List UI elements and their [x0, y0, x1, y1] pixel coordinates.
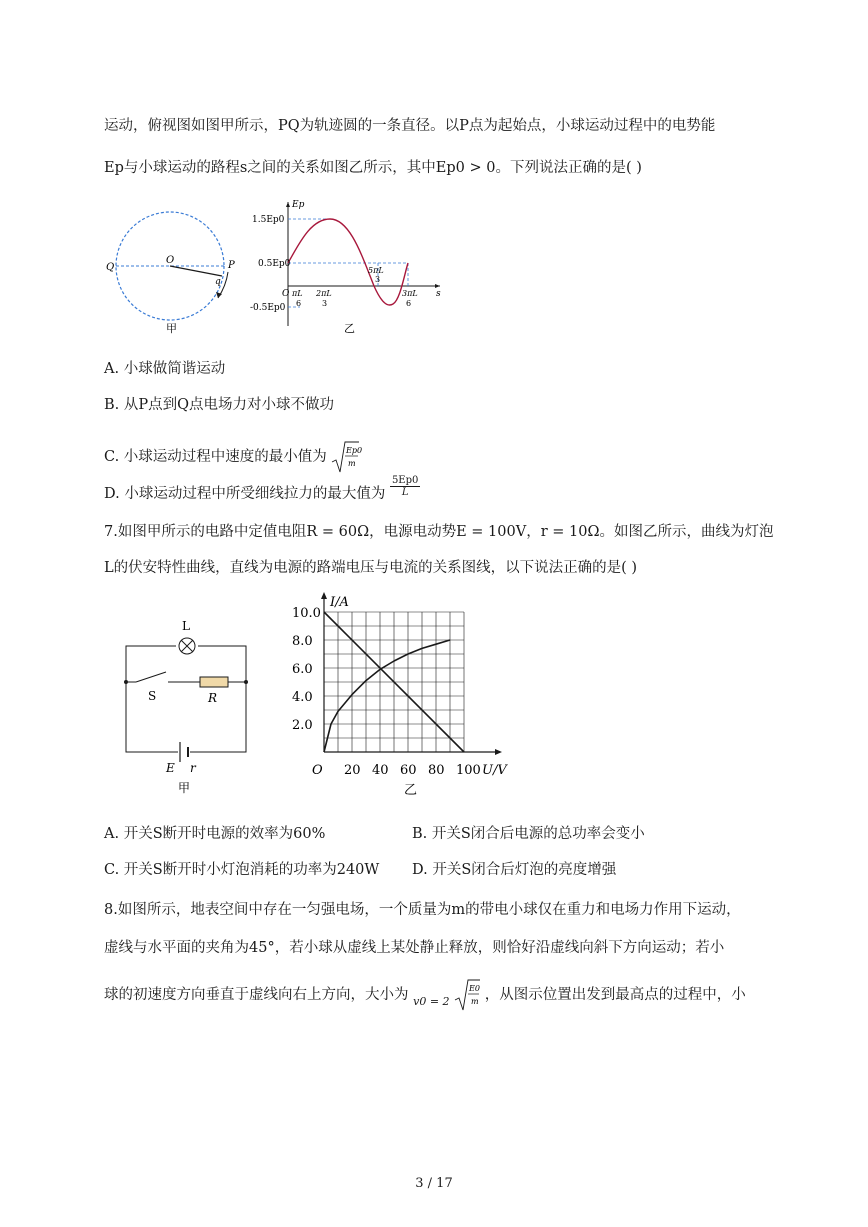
- q6-option-b[interactable]: B. 从P点到Q点电场力对小球不做功: [104, 397, 335, 413]
- label-o: O: [166, 255, 175, 266]
- optd-fraction: [390, 475, 420, 498]
- resistor-label: R: [208, 691, 218, 705]
- axis-ep: Ep: [292, 200, 305, 210]
- xtick-3-den: 3: [375, 275, 381, 284]
- chart-ylabel: I/A: [330, 595, 349, 610]
- q7-text-line2: L的伏安特性曲线，直线为电源的路端电压与电流的关系图线，以下说法正确的是( ): [104, 560, 638, 576]
- q8-text-line1: 8.如图所示，地表空间中存在一匀强电场，一个质量为m的带电小球仅在重力和电场力作用下运动，: [104, 902, 741, 918]
- x-tick-label: 60: [400, 763, 417, 778]
- xtick-1-den: 6: [296, 299, 302, 308]
- internal-r-label: r: [190, 761, 196, 775]
- q6-option-d[interactable]: [104, 474, 420, 506]
- optc-den: m: [348, 459, 356, 468]
- xtick-3-num: 5πL: [368, 266, 384, 275]
- x-tick-label: 80: [428, 763, 445, 778]
- q6-text-line2: Ep与小球运动的路程s之间的关系如图乙所示，其中Ep0 > 0。下列说法正确的是( ): [104, 160, 642, 176]
- x-axis-arrow: [495, 749, 502, 755]
- q7-option-d[interactable]: D. 开关S闭合后灯泡的亮度增强: [412, 862, 617, 878]
- y-tick-label: 2.0: [292, 718, 313, 733]
- circular-orbit-diagram: [104, 206, 244, 336]
- q6-option-d-text: D. 小球运动过程中所受细线拉力的最大值为: [104, 486, 386, 502]
- chart-caption: 乙: [404, 783, 418, 798]
- q6-option-c-text: C. 小球运动过程中速度的最小值为: [104, 449, 327, 465]
- optd-den: L: [401, 486, 409, 498]
- lamp-label: L: [182, 619, 190, 633]
- q7-option-a[interactable]: A. 开关S断开时电源的效率为60%: [104, 826, 326, 842]
- v0-expr: v0 = 2: [413, 995, 450, 1008]
- label-q-small: q: [215, 277, 221, 287]
- x-tick-label: 100: [456, 763, 481, 778]
- y-axis-arrow: [321, 592, 327, 599]
- caption-jia-7: 甲: [178, 781, 191, 795]
- q7-text-line1: 7.如图甲所示的电路中定值电阻R = 60Ω，电源电动势E = 100V，r = 10Ω。如图乙所示，曲线为灯泡: [104, 524, 774, 540]
- optd-num: 5Ep0: [391, 474, 419, 486]
- q8-line3-b: ，从图示位置出发到最高点的过程中，小: [484, 987, 746, 1003]
- xtick-4-den: 6: [406, 299, 412, 308]
- q6-option-a[interactable]: A. 小球做简谐运动: [104, 361, 226, 377]
- q6-option-c[interactable]: [104, 440, 363, 474]
- chart-origin: O: [312, 763, 323, 778]
- q8-text-line3: [104, 978, 746, 1012]
- v0-num: E0: [469, 984, 481, 993]
- label-q: Q: [106, 262, 115, 273]
- page-number: 3 / 17: [415, 1176, 453, 1191]
- emf-label: E: [166, 761, 175, 775]
- q8-text-line2: 虚线与水平面的夹角为45°，若小球从虚线上某处静止释放，则恰好沿虚线向斜下方向运动；若小: [104, 940, 725, 956]
- xtick-1-num: πL: [292, 289, 303, 298]
- y-tick-label: 8.0: [292, 634, 313, 649]
- circuit-diagram: [116, 616, 256, 796]
- q7-option-c[interactable]: C. 开关S断开时小灯泡消耗的功率为240W: [104, 862, 380, 878]
- xtick-2-den: 3: [322, 299, 328, 308]
- q6-text-line1: 运动，俯视图如图甲所示，PQ为轨迹圆的一条直径。以P点为起始点，小球运动过程中的电势能: [104, 118, 716, 134]
- xtick-4-num: 3πL: [402, 289, 418, 298]
- chart-xlabel: U/V: [482, 763, 507, 778]
- caption-jia: 甲: [166, 322, 177, 335]
- caption-yi: 乙: [344, 322, 355, 335]
- switch-label: S: [148, 689, 157, 703]
- iv-chart: [290, 590, 520, 800]
- optc-num: Ep0: [346, 446, 363, 455]
- x-tick-label: 20: [344, 763, 361, 778]
- ytick-2: 0.5Ep0: [258, 259, 291, 269]
- y-tick-label: 6.0: [292, 662, 313, 677]
- q8-line3-a: 球的初速度方向垂直于虚线向右上方向，大小为: [104, 987, 409, 1003]
- axis-s: s: [436, 289, 441, 299]
- origin-o: O: [282, 289, 290, 299]
- v0-den: m: [471, 997, 479, 1006]
- xtick-2-num: 2πL: [316, 289, 332, 298]
- potential-energy-graph: [250, 196, 450, 336]
- ytick-1: 1.5Ep0: [252, 215, 285, 225]
- ytick-3: -0.5Ep0: [250, 303, 286, 313]
- y-tick-label: 10.0: [292, 606, 321, 621]
- x-tick-label: 40: [372, 763, 389, 778]
- v0-sqrt: [454, 978, 480, 1012]
- sqrt-symbol: [331, 440, 363, 474]
- y-tick-label: 4.0: [292, 690, 313, 705]
- label-p: P: [228, 260, 235, 271]
- q7-option-b[interactable]: B. 开关S闭合后电源的总功率会变小: [412, 826, 645, 842]
